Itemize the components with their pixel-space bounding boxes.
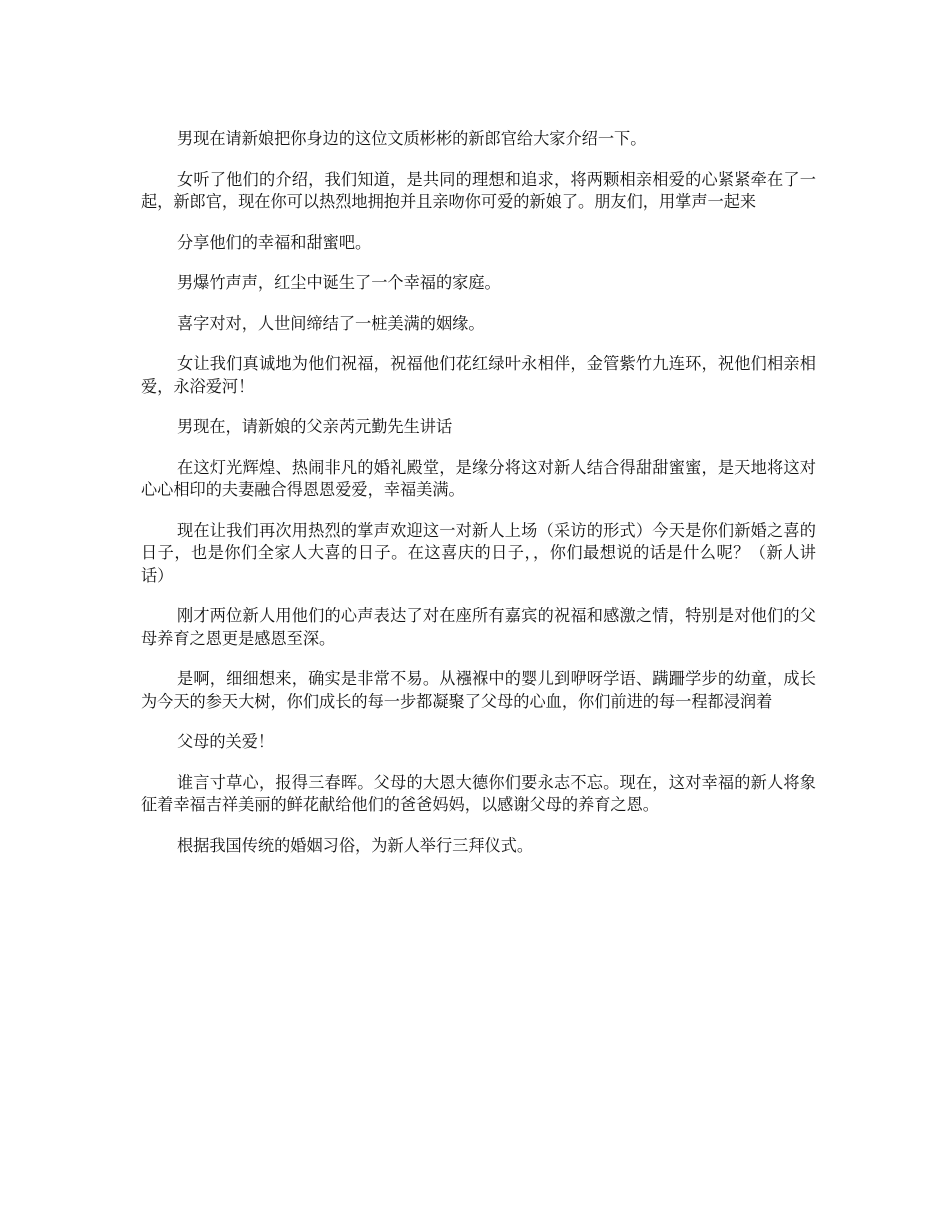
paragraph: 在这灯光辉煌、热闹非凡的婚礼殿堂，是缘分将这对新人结合得甜甜蜜蜜，是天地将这对心心相印的夫妻融合得恩恩爱爱，幸福美满。: [141, 457, 816, 499]
paragraph: 谁言寸草心，报得三春晖。父母的大恩大德你们要永志不忘。现在，这对幸福的新人将象征着幸福吉祥美丽的鲜花献给他们的爸爸妈妈，以感谢父母的养育之恩。: [141, 772, 816, 814]
paragraph: 是啊，细细想来，确实是非常不易。从襁褓中的婴儿到咿呀学语、蹒跚学步的幼童，成长为今天的参天大树，你们成长的每一步都凝聚了父母的心血，你们前进的每一程都浸润着: [141, 669, 816, 711]
paragraph: 现在让我们再次用热烈的掌声欢迎这一对新人上场（采访的形式）今天是你们新婚之喜的日子，也是你们全家人大喜的日子。在这喜庆的日子，，你们最想说的话是什么呢？（新人讲话）: [141, 520, 816, 585]
paragraph: 女听了他们的介绍，我们知道，是共同的理想和追求，将两颗相亲相爱的心紧紧牵在了一起，新郎官，现在你可以热烈地拥抱并且亲吻你可爱的新娘了。朋友们，用掌声一起来: [141, 169, 816, 211]
paragraph: 分享他们的幸福和甜蜜吧。: [177, 232, 372, 252]
paragraph: 男现在，请新娘的父亲芮元勤先生讲话: [177, 417, 453, 436]
paragraph: 喜字对对，人世间缔结了一桩美满的姻缘。: [177, 313, 485, 333]
document-page: [141, 128, 816, 875]
paragraph: 根据我国传统的婚姻习俗，为新人举行三拜仪式。: [177, 835, 534, 855]
paragraph: 父母的关爱！: [177, 732, 275, 751]
paragraph: 女让我们真诚地为他们祝福，祝福他们花红绿叶永相伴，金管紫竹九连环，祝他们相亲相爱，永浴爱河！: [141, 354, 816, 396]
paragraph: 刚才两位新人用他们的心声表达了对在座所有嘉宾的祝福和感激之情，特别是对他们的父母养育之恩更是感恩至深。: [141, 606, 816, 648]
paragraph: 男爆竹声声，红尘中诞生了一个幸福的家庭。: [177, 273, 501, 292]
paragraph: 男现在请新娘把你身边的这位文质彬彬的新郎官给大家介绍一下。: [177, 129, 647, 148]
